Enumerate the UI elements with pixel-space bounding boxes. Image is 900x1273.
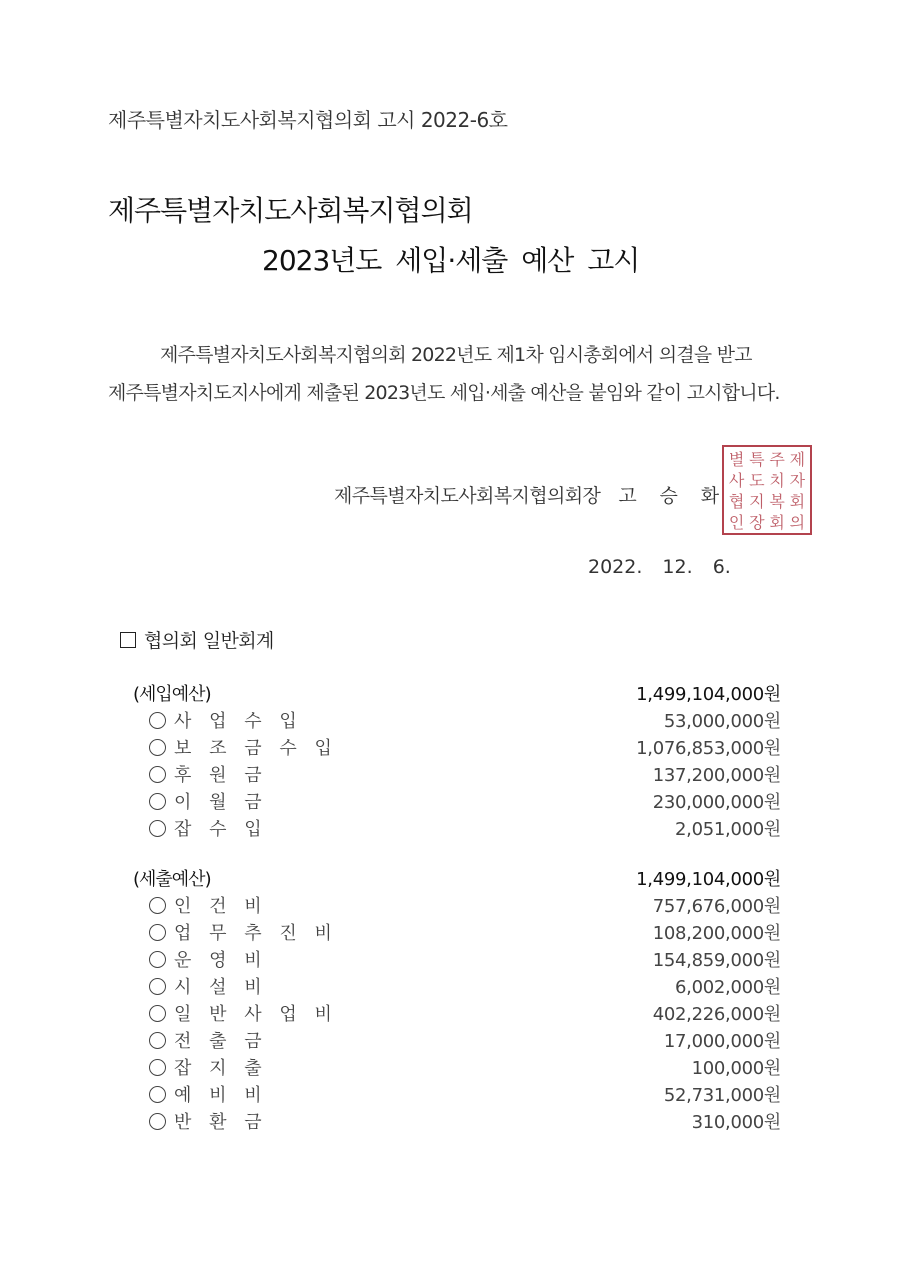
- item-amount: 53,000,000원: [663, 710, 781, 732]
- item-amount: 52,731,000원: [663, 1084, 781, 1106]
- expenditure-item-row: [133, 1026, 781, 1053]
- circle-bullet-icon: [149, 1113, 166, 1130]
- seal-char: 지: [749, 492, 765, 511]
- item-label: 전 출 금: [174, 1030, 268, 1052]
- item-amount: 100,000원: [691, 1057, 781, 1079]
- document-title-organization: 제주특별자치도사회복지협의회: [108, 194, 473, 227]
- revenue-total-amount: 1,499,104,000원: [636, 683, 781, 705]
- revenue-item-row: [133, 787, 781, 814]
- circle-bullet-icon: [149, 793, 166, 810]
- circle-bullet-icon: [149, 1059, 166, 1076]
- expenditure-item-row: [133, 891, 781, 918]
- item-amount: 17,000,000원: [663, 1030, 781, 1052]
- expenditure-item-row: [133, 945, 781, 972]
- seal-char: 의: [789, 513, 806, 532]
- circle-bullet-icon: [149, 1086, 166, 1103]
- item-label: 일 반 사 업 비: [174, 1003, 338, 1025]
- seal-char: 장: [749, 513, 765, 532]
- item-amount: 6,002,000원: [675, 976, 781, 998]
- signer: [334, 481, 718, 508]
- item-label: 잡 지 출: [174, 1057, 268, 1079]
- seal-char: 특: [749, 450, 765, 469]
- item-amount: 137,200,000원: [652, 764, 781, 786]
- expenditure-item-row: [133, 999, 781, 1026]
- item-label: 보 조 금 수 입: [174, 737, 338, 759]
- expenditure-item-row: [133, 1080, 781, 1107]
- section-heading-label: 협의회 일반회계: [144, 630, 274, 652]
- item-amount: 154,859,000원: [652, 949, 781, 971]
- official-seal-stamp: [722, 445, 812, 535]
- seal-char: 자: [789, 471, 806, 490]
- circle-bullet-icon: [149, 1005, 166, 1022]
- announcement-date: 2022. 12. 6.: [588, 556, 731, 578]
- item-label: 업 무 추 진 비: [174, 922, 338, 944]
- announcement-body: [108, 336, 808, 412]
- item-amount: 230,000,000원: [652, 791, 781, 813]
- seal-char: 복: [769, 492, 785, 511]
- signer-name: 고 승 화: [618, 485, 719, 507]
- expenditure-budget: [133, 864, 781, 1134]
- section-heading: [120, 626, 274, 653]
- revenue-item-row: [133, 706, 781, 733]
- seal-char: 회: [769, 513, 785, 532]
- item-amount: 757,676,000원: [652, 895, 781, 917]
- circle-bullet-icon: [149, 924, 166, 941]
- revenue-total-row: [133, 679, 781, 706]
- signer-title: 제주특별자치도사회복지협의회장: [334, 485, 601, 507]
- item-label: 후 원 금: [174, 764, 268, 786]
- item-amount: 1,076,853,000원: [636, 737, 781, 759]
- item-label: 이 월 금: [174, 791, 268, 813]
- revenue-label: (세입예산): [133, 683, 211, 705]
- expenditure-label: (세출예산): [133, 868, 211, 890]
- expenditure-item-row: [133, 1053, 781, 1080]
- item-label: 인 건 비: [174, 895, 268, 917]
- expenditure-total-amount: 1,499,104,000원: [636, 868, 781, 890]
- announcement-body-line1: 제주특별자치도사회복지협의회 2022년도 제1차 임시총회에서 의결을 받고: [160, 344, 752, 366]
- circle-bullet-icon: [149, 978, 166, 995]
- item-label: 예 비 비: [174, 1084, 268, 1106]
- seal-char: 협: [728, 492, 745, 511]
- expenditure-item-row: [133, 972, 781, 999]
- circle-bullet-icon: [149, 820, 166, 837]
- notice-number: 제주특별자치도사회복지협의회 고시 2022-6호: [108, 108, 508, 132]
- document-title-subject: 2023년도 세입·세출 예산 고시: [262, 244, 640, 277]
- square-bullet-icon: [120, 632, 136, 648]
- seal-char: 별: [728, 450, 745, 469]
- revenue-item-row: [133, 760, 781, 787]
- expenditure-total-row: [133, 864, 781, 891]
- revenue-budget: [133, 679, 781, 841]
- seal-char: 사: [728, 471, 745, 490]
- circle-bullet-icon: [149, 951, 166, 968]
- item-label: 시 설 비: [174, 976, 268, 998]
- seal-char: 주: [769, 450, 785, 469]
- announcement-body-line2: 제주특별자치도지사에게 제출된 2023년도 세입·세출 예산을 붙임와 같이 고시합니다.: [108, 382, 780, 404]
- circle-bullet-icon: [149, 739, 166, 756]
- circle-bullet-icon: [149, 712, 166, 729]
- item-amount: 310,000원: [691, 1111, 781, 1133]
- seal-char: 치: [769, 471, 785, 490]
- circle-bullet-icon: [149, 766, 166, 783]
- item-amount: 402,226,000원: [652, 1003, 781, 1025]
- seal-char: 인: [728, 513, 745, 532]
- item-label: 운 영 비: [174, 949, 268, 971]
- seal-char: 도: [749, 471, 765, 490]
- circle-bullet-icon: [149, 1032, 166, 1049]
- circle-bullet-icon: [149, 897, 166, 914]
- seal-char: 제: [789, 450, 806, 469]
- item-label: 반 환 금: [174, 1111, 268, 1133]
- item-label: 잡 수 입: [174, 818, 268, 840]
- item-amount: 108,200,000원: [652, 922, 781, 944]
- item-amount: 2,051,000원: [675, 818, 781, 840]
- expenditure-item-row: [133, 918, 781, 945]
- revenue-item-row: [133, 733, 781, 760]
- item-label: 사 업 수 입: [174, 710, 303, 732]
- revenue-item-row: [133, 814, 781, 841]
- expenditure-item-row: [133, 1107, 781, 1134]
- seal-char: 회: [789, 492, 806, 511]
